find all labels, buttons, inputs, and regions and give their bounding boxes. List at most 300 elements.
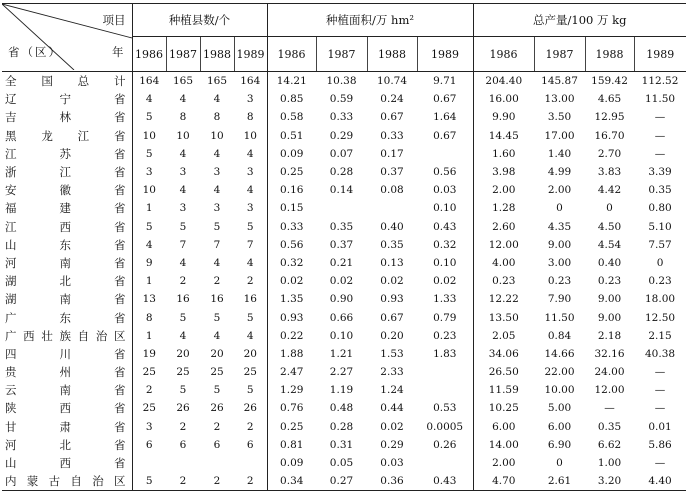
total-output-cell: 4.65 [597,93,622,106]
region-name-cell: 山西省 [5,456,126,471]
planting-area-cell: 0.33 [329,111,354,124]
year-header: 1987 [166,37,200,72]
region-name-cell: 湖北省 [5,274,126,289]
total-output-cell: 0.35 [597,420,622,433]
table-row [2,418,686,436]
total-output-cell: 4.42 [597,184,622,197]
year-header: 1989 [634,37,686,72]
planting-area-cell: 0.85 [267,90,316,108]
county-count-cell: 5 [246,220,254,233]
total-output-cell: 16.00 [473,90,534,108]
county-count-cell: 20 [176,347,190,360]
region-name-cell: 湖南省 [5,292,126,307]
planting-area-cell: 0.53 [433,402,457,415]
county-count-cell: 3 [246,93,254,106]
total-output-cell: 5.10 [648,220,672,233]
table-row [2,345,686,363]
region-name-cell: 浙江省 [5,165,126,180]
table-row [2,127,686,145]
total-output-cell: 145.87 [541,75,578,88]
county-count-cell: 164 [132,72,166,91]
total-output-cell: 12.50 [645,311,676,324]
county-count-cell: 5 [213,311,221,324]
county-count-cell: 10 [243,129,257,142]
total-output-cell: 4.40 [634,472,686,491]
total-output-cell: 11.50 [645,93,676,106]
table-row [2,472,686,491]
total-output-cell: 40.38 [645,347,676,360]
planting-area-cell: 0.48 [329,402,354,415]
year-header: 1989 [417,37,473,72]
county-count-cell: 6 [246,438,254,451]
planting-area-cell: 0.08 [380,184,404,197]
planting-area-cell: 1.88 [267,345,316,363]
planting-area-cell: 0.90 [329,293,354,306]
total-output-cell: 16.70 [594,129,625,142]
total-output-cell: — [654,384,666,397]
total-output-cell: 13.00 [544,93,575,106]
county-count-cell: 5 [132,108,166,126]
county-count-cell: 2 [213,420,221,433]
total-output-cell: 4.70 [473,472,534,491]
county-count-cell: 5 [246,384,254,397]
total-output-cell: 2.60 [473,218,534,236]
county-count-cell: 4 [246,184,254,197]
planting-area-cell: 0.25 [267,418,316,436]
planting-area-cell [367,199,417,217]
total-output-cell: 5.00 [547,402,572,415]
county-count-cell: 5 [132,145,166,163]
county-count-cell: 3 [213,202,221,215]
total-output-cell: 26.50 [473,363,534,381]
planting-area-cell: 0.02 [267,272,316,290]
planting-area-cell: 2.33 [380,366,404,379]
total-output-cell: 0.80 [648,202,672,215]
planting-area-cell: 0.43 [417,472,473,491]
county-count-cell: 5 [132,218,166,236]
total-output-cell: 4.99 [547,166,572,179]
county-count-cell: 2 [246,420,254,433]
planting-area-cell: 0.13 [380,256,404,269]
county-count-cell: 165 [206,75,228,88]
county-count-cell: 3 [246,166,254,179]
table-row [2,454,686,472]
total-output-cell: 204.40 [473,72,534,91]
planting-area-cell: 1.83 [433,347,457,360]
region-name-cell: 陕西省 [5,401,126,416]
county-count-cell: 19 [132,345,166,363]
county-count-cell: 16 [210,293,224,306]
county-count-cell: 165 [172,75,194,88]
county-count-cell: 2 [213,275,221,288]
total-output-cell: 4.00 [473,254,534,272]
planting-area-cell: 0.31 [329,438,354,451]
county-count-cell: 4 [179,93,187,106]
county-count-cell: 25 [132,363,166,381]
total-output-cell: 0.23 [547,275,572,288]
total-output-cell: 17.00 [544,129,575,142]
county-count-cell: 3 [132,418,166,436]
planting-area-cell: 1.19 [329,384,354,397]
crop-statistics-table [2,3,686,491]
region-name-cell: 甘肃省 [5,419,126,434]
total-output-cell: 6.90 [547,438,572,451]
total-output-cell: 9.00 [597,311,622,324]
planting-area-cell: 1.21 [329,347,354,360]
table-row [2,236,686,254]
planting-area-cell: 0.29 [380,438,404,451]
total-output-cell: 14.00 [473,436,534,454]
county-count-cell: 6 [132,436,166,454]
total-output-cell: 159.42 [591,75,628,88]
year-header: 1989 [234,37,267,72]
planting-area-cell: 0.93 [267,308,316,326]
table-row [2,272,686,290]
total-output-cell: 6.00 [473,418,534,436]
planting-area-cell: 0.20 [380,329,404,342]
total-output-cell: 22.00 [544,366,575,379]
total-output-cell: 2.15 [648,329,672,342]
county-count-cell: 6 [179,438,187,451]
group-header-area: 种植面积/万 hm² [267,4,473,37]
total-output-cell: 1.40 [547,147,572,160]
total-output-cell: 1.28 [473,199,534,217]
planting-area-cell: 0.59 [329,93,354,106]
total-output-cell: 0.23 [597,275,622,288]
county-count-cell: 4 [132,236,166,254]
county-count-cell: 7 [213,238,221,251]
total-output-cell: 9.00 [597,293,622,306]
region-name-cell: 内蒙古自治区 [2,472,132,491]
table-row [2,72,686,91]
county-count-cell: 13 [132,290,166,308]
county-count-cell: 4 [213,147,221,160]
total-output-cell: 14.66 [544,347,575,360]
planting-area-cell: 0.33 [267,218,316,236]
county-count-cell: 4 [213,184,221,197]
county-count-cell: 4 [179,256,187,269]
table-row [2,199,686,217]
group-header-counties: 种植县数/个 [132,4,267,37]
planting-area-cell: 0.58 [267,108,316,126]
county-count-cell: 25 [176,366,190,379]
county-count-cell: 8 [179,111,187,124]
planting-area-cell: 0.43 [433,220,457,233]
total-output-cell: 24.00 [594,366,625,379]
planting-area-cell: 0.09 [267,145,316,163]
planting-area-cell: 10.74 [376,75,408,88]
county-count-cell: 3 [213,166,221,179]
planting-area-cell: 0.02 [380,420,404,433]
total-output-cell: 2.05 [473,327,534,345]
county-count-cell: 8 [246,111,254,124]
planting-area-cell: 1.64 [433,111,457,124]
planting-area-cell: 0.37 [329,238,354,251]
total-output-cell: 18.00 [645,293,676,306]
county-count-cell: 10 [132,181,166,199]
total-output-cell: 2.00 [473,181,534,199]
county-count-cell: 1 [132,272,166,290]
region-name-cell: 河南省 [5,255,126,270]
total-output-cell: 3.98 [473,163,534,181]
county-count-cell [234,454,267,472]
total-output-cell: 2.00 [473,454,534,472]
county-count-cell: 2 [166,472,200,491]
total-output-cell: — [654,129,666,142]
planting-area-cell: 0.16 [267,181,316,199]
county-count-cell [132,454,166,472]
planting-area-cell: 0.67 [380,311,404,324]
county-count-cell: 7 [179,238,187,251]
total-output-cell: — [654,457,666,470]
planting-area-cell: 0.03 [380,457,404,470]
region-name-cell: 贵州省 [5,365,126,380]
corner-label-year: 年 [112,45,124,59]
planting-area-cell: 0.79 [433,311,457,324]
planting-area-cell: 0.32 [267,254,316,272]
planting-area-cell: 1.24 [380,384,404,397]
planting-area-cell: 1.33 [433,293,457,306]
total-output-cell: 6.00 [547,420,572,433]
county-count-cell: 3 [179,202,187,215]
region-name-cell: 全国总计 [5,74,126,89]
total-output-cell: 0 [556,202,563,215]
county-count-cell: 8 [132,308,166,326]
region-name-cell: 吉林省 [5,110,126,125]
table-body [2,72,686,491]
planting-area-cell: 0.33 [380,129,404,142]
county-count-cell: 164 [240,75,261,88]
planting-area-cell: 0.67 [380,111,404,124]
planting-area-cell: 0.32 [433,238,457,251]
region-name-cell: 云南省 [5,383,126,398]
total-output-cell: 4.35 [547,220,572,233]
county-count-cell: 5 [246,311,254,324]
region-name-cell: 广西壮族自治区 [5,328,126,343]
planting-area-cell: 0.28 [329,166,354,179]
total-output-cell: 14.45 [473,127,534,145]
corner-label-item: 项目 [102,13,126,27]
table-row [2,327,686,345]
total-output-cell: 1.60 [473,145,534,163]
table-corner-header [2,4,132,72]
total-output-cell: — [654,147,666,160]
county-count-cell: 5 [213,384,221,397]
total-output-cell: 2.61 [534,472,585,491]
planting-area-cell: 0.25 [267,163,316,181]
total-output-cell: 0.40 [597,256,622,269]
planting-area-cell: 0.66 [329,311,354,324]
county-count-cell: 20 [243,347,257,360]
total-output-cell: 0 [656,256,664,269]
table-row [2,381,686,399]
county-count-cell: 5 [213,220,221,233]
county-count-cell: 1 [132,327,166,345]
total-output-cell: 0.23 [648,275,672,288]
total-output-cell: 3.20 [585,472,634,491]
region-name-cell: 广东省 [5,310,126,325]
county-count-cell: 3 [132,163,166,181]
region-name-cell: 江西省 [5,219,126,234]
planting-area-cell: 14.21 [267,72,316,91]
total-output-cell: 2.70 [597,147,622,160]
county-count-cell: 16 [176,293,190,306]
planting-area-cell: 0.02 [380,275,404,288]
total-output-cell: 7.90 [547,293,572,306]
county-count-cell: 7 [246,238,254,251]
county-count-cell: 9 [132,254,166,272]
region-name-cell: 黑龙江省 [5,128,126,143]
total-output-cell: — [604,402,615,415]
county-count-cell: 20 [210,347,224,360]
planting-area-cell: 0.81 [267,436,316,454]
planting-area-cell: 0.22 [267,327,316,345]
total-output-cell: 112.52 [641,75,679,88]
year-header: 1988 [367,37,417,72]
planting-area-cell: 0.21 [329,256,354,269]
planting-area-cell: 0.36 [367,472,417,491]
county-count-cell: 4 [179,329,187,342]
county-count-cell: 4 [246,147,254,160]
county-count-cell: 2 [246,275,254,288]
group-header-output: 总产量/100 万 kg [473,4,686,37]
total-output-cell: 0.35 [648,184,672,197]
planting-area-cell: 0.67 [433,129,457,142]
county-count-cell: 10 [210,129,224,142]
planting-area-cell: 0.56 [267,236,316,254]
county-count-cell: 3 [179,166,187,179]
county-count-cell: 26 [176,402,190,415]
total-output-cell: 7.57 [648,238,672,251]
planting-area-cell: 1.53 [380,347,404,360]
total-output-cell: — [654,366,666,379]
total-output-cell: 12.00 [473,236,534,254]
total-output-cell: 0 [606,202,613,215]
planting-area-cell: 0.44 [380,402,404,415]
planting-area-cell: 0.07 [329,147,354,160]
county-count-cell: 4 [213,329,221,342]
total-output-cell: 0.23 [473,272,534,290]
county-count-cell: 4 [179,147,187,160]
region-name-cell: 安徽省 [5,183,126,198]
table-row [2,108,686,126]
planting-area-cell: 0.51 [267,127,316,145]
planting-area-cell [316,199,367,217]
planting-area-cell: 10.38 [326,75,357,88]
county-count-cell: 4 [213,93,221,106]
planting-area-cell: 0.40 [380,220,404,233]
county-count-cell: 25 [132,399,166,417]
table-row [2,163,686,181]
total-output-cell: 12.22 [473,290,534,308]
region-name-cell: 福建省 [5,201,126,216]
planting-area-cell: 0.56 [433,166,457,179]
total-output-cell: 32.16 [594,347,625,360]
table-row [2,218,686,236]
planting-area-cell: 0.10 [433,256,457,269]
county-count-cell: 8 [213,111,221,124]
year-header: 1987 [316,37,367,72]
planting-area-cell: 1.29 [267,381,316,399]
total-output-cell: 0.84 [547,329,572,342]
county-count-cell: 2 [179,275,187,288]
total-output-cell: 5.86 [648,438,672,451]
planting-area-cell: 0.0005 [426,420,464,433]
county-count-cell: 26 [210,402,224,415]
table-row [2,399,686,417]
year-header: 1988 [200,37,234,72]
county-count-cell: 2 [132,381,166,399]
total-output-cell: 34.06 [473,345,534,363]
planting-area-cell: 0.10 [433,202,457,215]
table-row [2,363,686,381]
planting-area-cell: 0.24 [380,93,404,106]
county-count-cell: 4 [246,329,254,342]
planting-area-cell: 2.27 [329,366,354,379]
planting-area-cell: 0.26 [433,438,457,451]
year-header: 1988 [585,37,634,72]
total-output-cell: 12.95 [594,111,625,124]
county-count-cell: 16 [243,293,257,306]
planting-area-cell: 0.02 [329,275,354,288]
county-count-cell: 2 [234,472,267,491]
planting-area-cell: 0.23 [433,329,457,342]
county-count-cell: 10 [176,129,190,142]
table-row [2,290,686,308]
region-name-cell: 辽宁省 [5,92,126,107]
county-count-cell: 1 [132,199,166,217]
county-count-cell: 4 [179,184,187,197]
total-output-cell: 10.25 [473,399,534,417]
total-output-cell: 9.90 [473,108,534,126]
county-count-cell: 4 [246,256,254,269]
table-row [2,90,686,108]
planting-area-cell: 0.35 [329,220,354,233]
table-row [2,436,686,454]
region-name-cell: 河北省 [5,437,126,452]
planting-area-cell: 0.67 [433,93,457,106]
table-row [2,145,686,163]
planting-area-cell [417,363,473,381]
planting-area-cell: 0.28 [329,420,354,433]
total-output-cell: 4.50 [597,220,622,233]
table-row [2,308,686,326]
planting-area-cell: 0.15 [267,199,316,217]
total-output-cell: 3.39 [648,166,672,179]
county-count-cell: 26 [243,402,257,415]
total-output-cell: 11.50 [544,311,575,324]
planting-area-cell: 0.35 [380,238,404,251]
planting-area-cell [417,381,473,399]
total-output-cell: 2.18 [597,329,622,342]
planting-area-cell: 0.17 [380,147,404,160]
planting-area-cell: 0.02 [433,275,457,288]
planting-area-cell: 0.34 [267,472,316,491]
county-count-cell [200,454,234,472]
planting-area-cell: 0.29 [329,129,354,142]
total-output-cell: 3.00 [547,256,572,269]
planting-area-cell [417,454,473,472]
year-header: 1987 [534,37,585,72]
county-count-cell: 6 [213,438,221,451]
county-count-cell: 25 [243,366,257,379]
region-name-cell: 山东省 [5,237,126,252]
county-count-cell: 3 [246,202,254,215]
total-output-cell: — [654,111,666,124]
total-output-cell: 9.00 [547,238,572,251]
county-count-cell: 4 [132,90,166,108]
planting-area-cell: 9.71 [433,75,457,88]
